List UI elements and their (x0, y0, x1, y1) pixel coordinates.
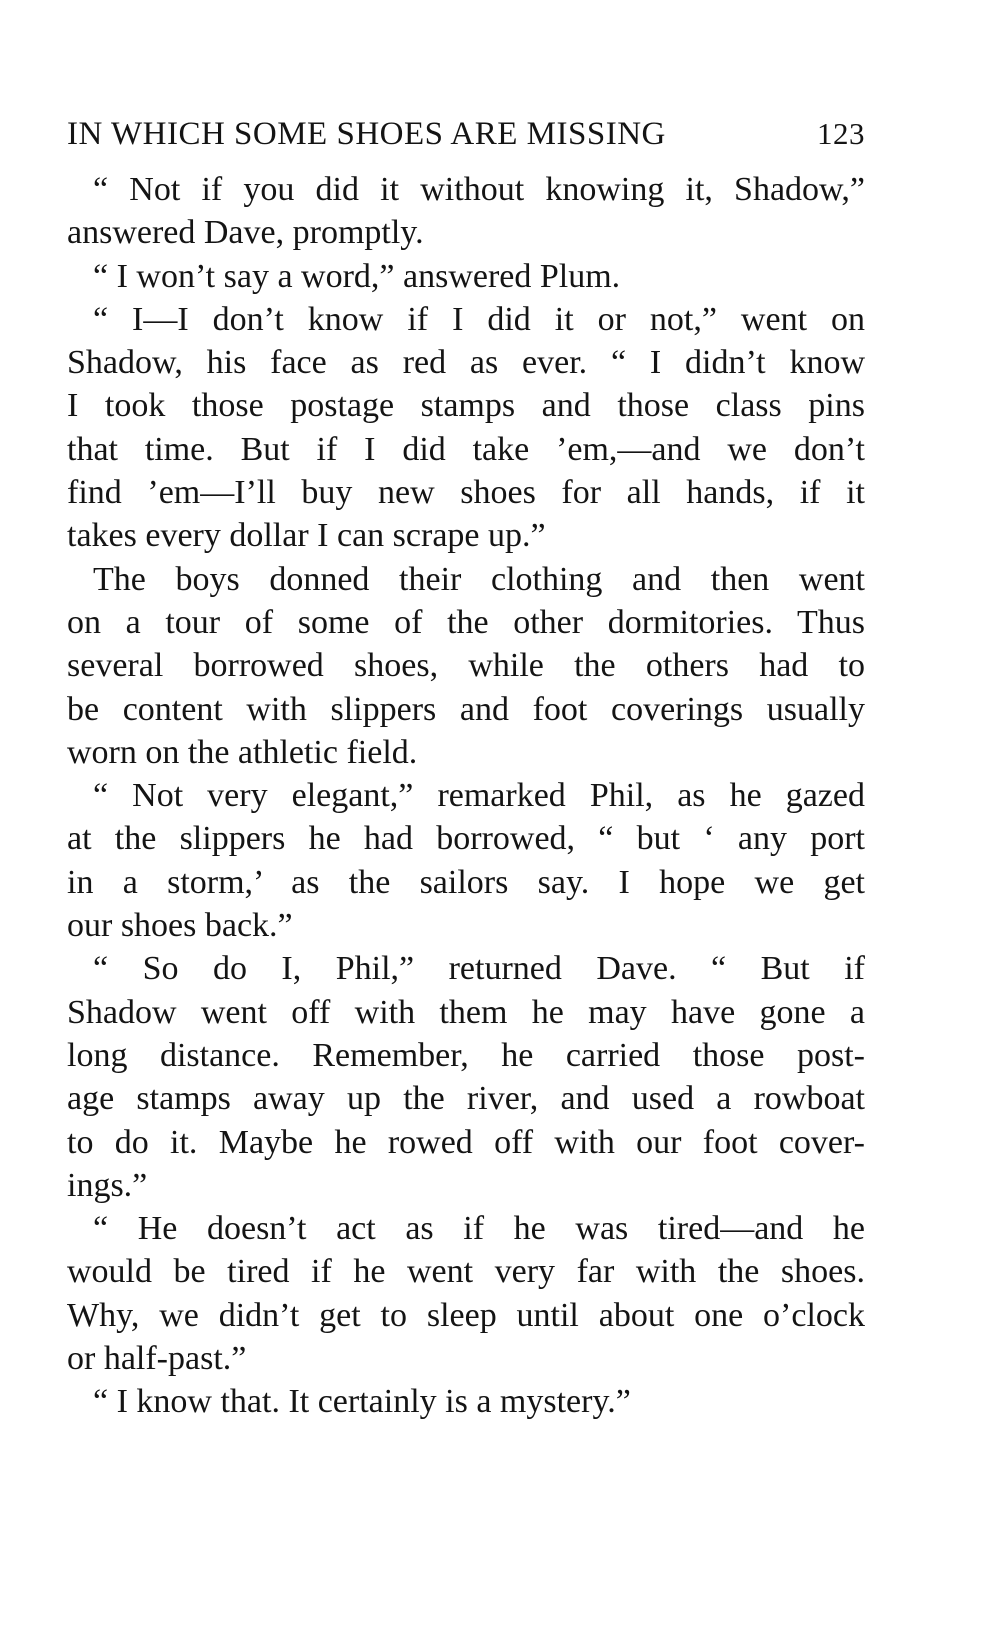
text-line: to do it. Maybe he rowed off with our foot cover- (67, 1123, 865, 1161)
text-line: on a tour of some of the other dormitories. Thus (67, 603, 865, 641)
text-line: be content with slippers and foot coverings usually (67, 690, 865, 728)
text-line: at the slippers he had borrowed, “ but ‘ any port (67, 820, 865, 858)
text-line: Why, we didn’t get to sleep until about one o’clock (67, 1296, 865, 1334)
text-line: worn on the athletic field. (67, 733, 418, 771)
text-line: “ I—I don’t know if I did it or not,” went on (93, 300, 865, 338)
text-line: “ I know that. It certainly is a mystery.” (93, 1383, 631, 1421)
text-line: Shadow, his face as red as ever. “ I didn’t know (67, 344, 865, 382)
text-line: several borrowed shoes, while the others had to (67, 647, 865, 685)
text-line: would be tired if he went very far with the shoes. (67, 1253, 865, 1291)
text-line: answered Dave, promptly. (67, 214, 424, 252)
text-line: long distance. Remember, he carried those post- (67, 1036, 865, 1074)
body-text (67, 168, 865, 1424)
text-line: that time. But if I did take ’em,—and we don’t (67, 430, 865, 468)
text-line: The boys donned their clothing and then went (93, 560, 865, 598)
text-line: “ He doesn’t act as if he was tired—and he (93, 1210, 865, 1248)
text-line: I took those postage stamps and those class pins (67, 387, 865, 425)
text-line: ings.” (67, 1166, 148, 1204)
text-line: takes every dollar I can scrape up.” (67, 517, 546, 555)
text-line: Shadow went off with them he may have gone a (67, 993, 865, 1031)
running-title: IN WHICH SOME SHOES ARE MISSING (67, 116, 666, 152)
text-line: “ So do I, Phil,” returned Dave. “ But if (93, 950, 865, 988)
text-line: in a storm,’ as the sailors say. I hope we get (67, 863, 865, 901)
text-line: age stamps away up the river, and used a rowboat (67, 1080, 865, 1118)
text-line: find ’em—I’ll buy new shoes for all hands, if it (67, 474, 865, 512)
text-line: “ I won’t say a word,” answered Plum. (93, 257, 621, 295)
text-line: “ Not if you did it without knowing it, Shadow,” (93, 171, 865, 208)
text-line: our shoes back.” (67, 907, 293, 945)
page-number: 123 (817, 116, 865, 151)
text-line: “ Not very elegant,” remarked Phil, as he gazed (93, 777, 865, 815)
running-header (67, 116, 865, 164)
text-line: or half-past.” (67, 1340, 247, 1378)
